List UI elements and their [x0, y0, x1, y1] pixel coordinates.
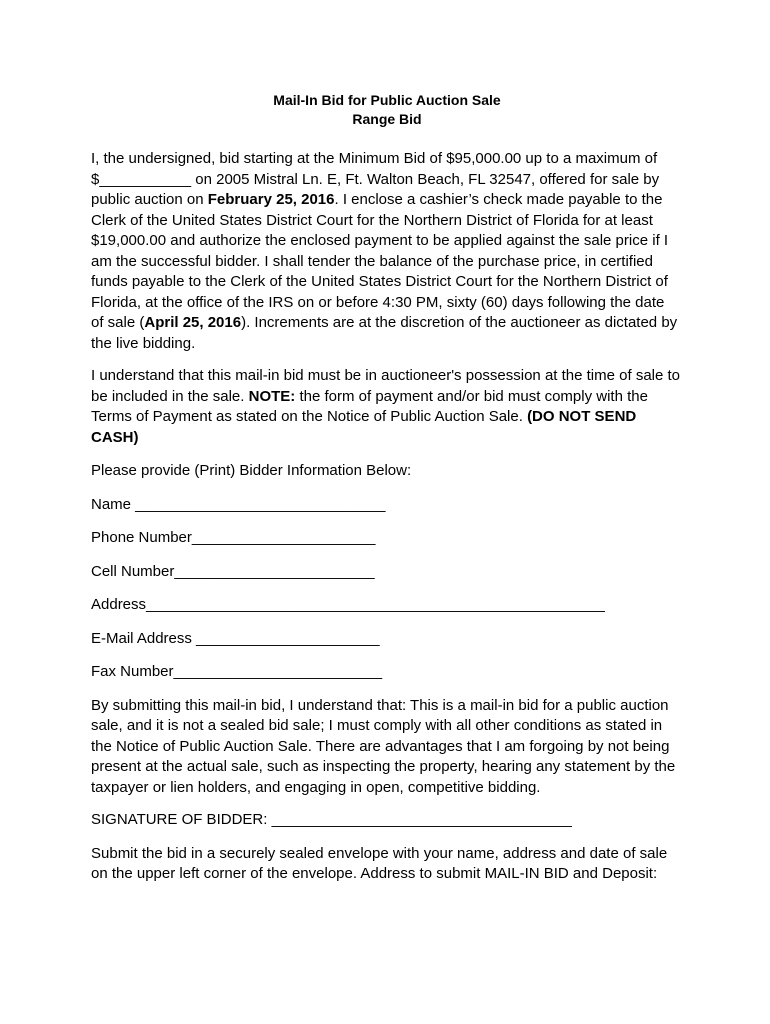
- bid-paragraph: [91, 149, 681, 354]
- no-cash-warning: (DO NOT SEND CASH): [91, 408, 637, 446]
- terms-paragraph: By submitting this mail-in bid, I understand that: This is a mail-in bid for a public auction sale, and it is not a sealed bid sale; I must comply with all other conditions as stated in the Notice of Public Auction Sale. There are advantages that I am forgoing by not being present at the actual sale, such as inspecting the property, hearing any statement by the taxpayer or lien holders, and engaging in open, competitive bidding.: [91, 696, 676, 796]
- document-subtitle: Range Bid: [352, 111, 422, 127]
- bid-text-1: I, the undersigned, bid starting at the Minimum Bid of $95,000.00 up to a maximum of $___________ on 2005 Mistral Ln. E, Ft. Walton Beach, FL 32547, offered for sale by public auction on: [91, 150, 660, 208]
- possession-paragraph: [91, 366, 681, 448]
- signature-field[interactable]: SIGNATURE OF BIDDER: ____________________________________: [91, 811, 572, 828]
- note-label: NOTE:: [248, 387, 296, 405]
- bidder-info-heading: Please provide (Print) Bidder Information Below:: [91, 462, 412, 479]
- auction-date: February 25, 2016: [207, 191, 335, 208]
- submission-paragraph: Submit the bid in a securely sealed envelope with your name, address and date of sale on the upper left corner of the envelope. Address to submit MAIL-IN BID and Deposit:: [91, 844, 668, 882]
- possession-text-2: the form of payment and/or bid must comply with the Terms of Payment as stated on the Notice of Public Auction Sale.: [91, 387, 648, 425]
- document-page: [91, 91, 681, 885]
- name-field[interactable]: Name ______________________________: [91, 495, 386, 513]
- address-field[interactable]: Address_______________________________________________________: [91, 596, 605, 613]
- phone-field[interactable]: Phone Number______________________: [91, 529, 376, 546]
- fax-field[interactable]: Fax Number_________________________: [91, 663, 383, 680]
- bid-text-3: ). Increments are at the discretion of the auctioneer as dictated by the live bidding.: [91, 314, 678, 352]
- bid-text-2: . I enclose a cashier’s check made payable to the Clerk of the United States District Court for the Northern District of Florida for at least $19,000.00 and authorize the enclosed payment to be applied against the sale price if I am the successful bidder. I shall tender the balance of the purchase price, in certified funds payable to the Clerk of the United States District Court for the Northern District of Florida, at the office of the IRS on or before 4:30 PM, sixty (60) days following the date of sale (: [91, 191, 669, 331]
- cell-field[interactable]: Cell Number________________________: [91, 562, 375, 580]
- document-title: Mail-In Bid for Public Auction Sale: [273, 92, 501, 108]
- email-field[interactable]: E-Mail Address ______________________: [91, 629, 380, 647]
- possession-text-1: I understand that this mail-in bid must be in auctioneer's possession at the time of sale to be included in the sale.: [91, 367, 681, 405]
- due-date: April 25, 2016: [144, 314, 242, 331]
